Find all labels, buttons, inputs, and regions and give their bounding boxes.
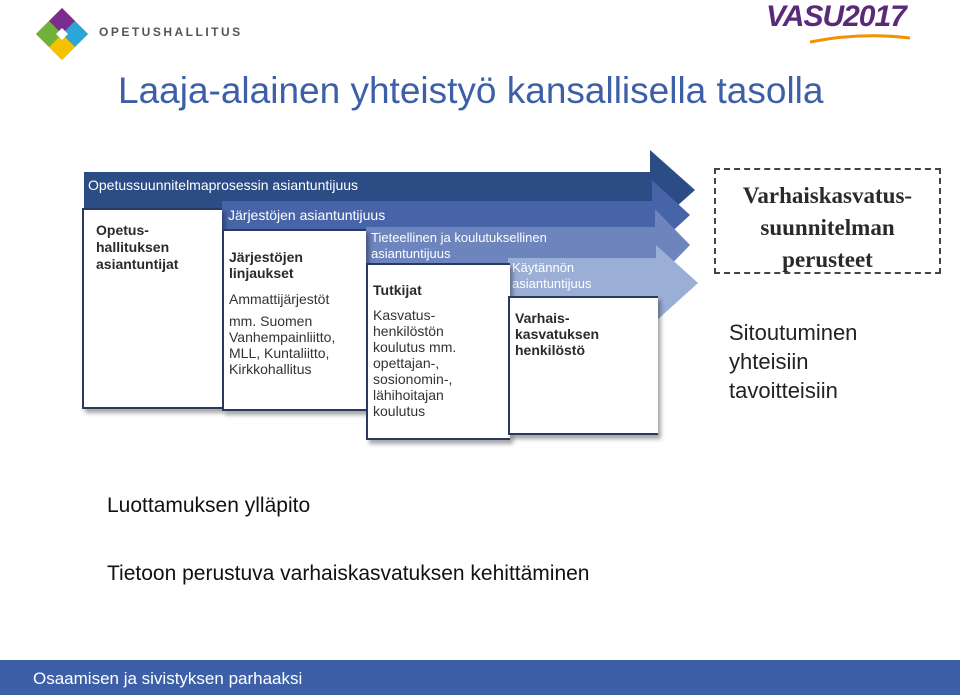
box-tutkijat-body: Kasvatus-henkilöstön koulutus mm. opettajan-, sosionomin-, lähihoitajan koulutus	[373, 307, 457, 419]
result-box: Varhaiskasvatus-suunnitelman perusteet	[714, 168, 941, 274]
box-jarjestot	[222, 229, 366, 411]
logo-text: OPETUSHALLITUS	[99, 25, 243, 39]
arrow-1-label: Opetussuunnitelmaprosessin asiantuntijuus	[88, 177, 359, 193]
box-opetushallitus	[82, 208, 222, 409]
box-jarjestot-heading: Järjestöjen linjaukset	[229, 249, 303, 281]
bottom-line-1: Luottamuksen ylläpito	[107, 494, 311, 517]
box-jarjestot-line1: Ammattijärjestöt	[229, 291, 330, 307]
vasu-logo: VASU2017	[766, 0, 906, 33]
box-tutkijat	[366, 263, 510, 440]
box-varhaiskasvatus-heading: Varhais-kasvatuksen henkilöstö	[515, 310, 600, 358]
page-title: Laaja-alainen yhteistyö kansallisella tasolla	[118, 70, 824, 111]
box-jarjestot-line2: mm. Suomen Vanhempainliitto, MLL, Kuntaliitto, Kirkkohallitus	[229, 313, 336, 377]
arrow-2-label: Järjestöjen asiantuntijuus	[228, 207, 386, 223]
arrow-4-label: Käytännön asiantuntijuus	[512, 260, 592, 291]
arrow-3-label: Tieteellinen ja koulutuksellinen asiantuntijuus	[371, 230, 547, 261]
footer-text: Osaamisen ja sivistyksen parhaaksi	[33, 669, 303, 688]
box-varhaiskasvatus	[508, 296, 658, 435]
bottom-line-2: Tietoon perustuva varhaiskasvatuksen kehittäminen	[107, 562, 590, 585]
box-tutkijat-heading: Tutkijat	[373, 282, 422, 298]
result-text: Sitoutuminen yhteisiin tavoitteisiin	[729, 320, 858, 403]
box-opetushallitus-text: Opetus-hallituksen asiantuntijat	[96, 222, 179, 272]
